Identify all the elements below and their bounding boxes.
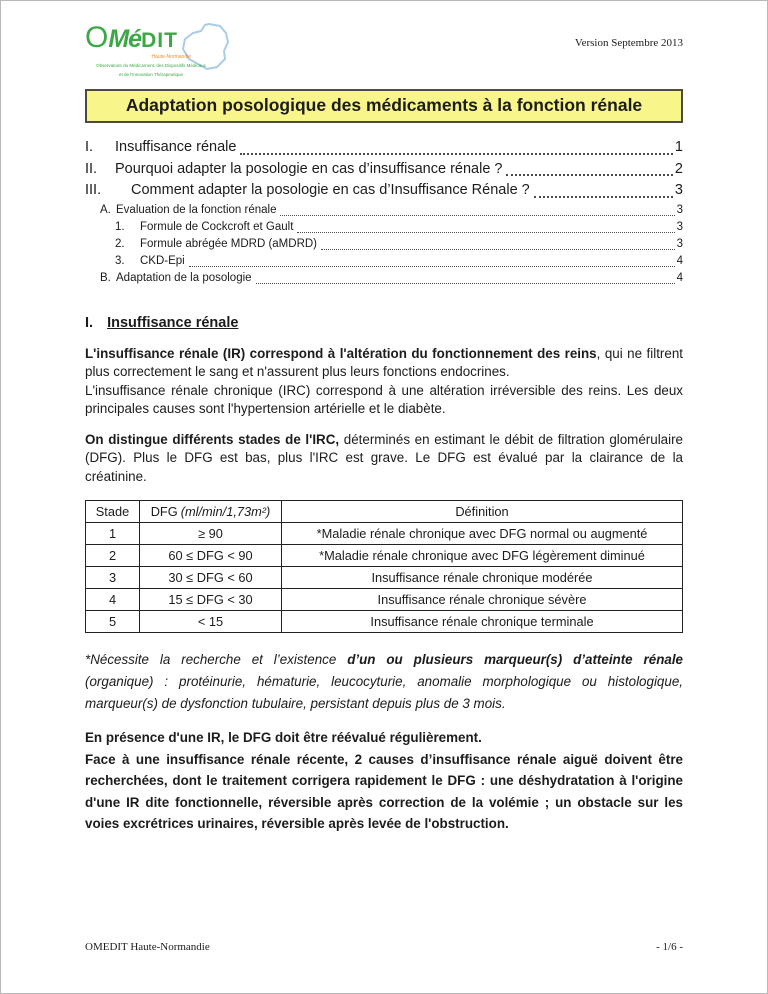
toc-label: Formule de Cockcroft et Gault <box>140 220 294 233</box>
cell-definition: Insuffisance rénale chronique sévère <box>282 589 683 611</box>
toc-entry-evaluation-fonction-renale[interactable] <box>85 202 683 219</box>
cell-dfg: 60 ≤ DFG < 90 <box>140 545 282 567</box>
toc-number: III. <box>85 182 102 198</box>
stades-irc-table <box>85 500 683 633</box>
logo-subtitle-line2: et de l'Innovation Thérapeutique <box>118 71 184 77</box>
toc-dotted-leader <box>256 283 675 284</box>
toc-page-number: 4 <box>676 254 683 267</box>
cell-stade: 2 <box>86 545 140 567</box>
toc-label: Insuffisance rénale <box>115 139 237 155</box>
toc-entry-pourquoi-adapter[interactable] <box>85 159 683 181</box>
page-footer <box>85 941 683 953</box>
toc-label: Adaptation de la posologie <box>116 271 252 284</box>
toc-dotted-leader <box>506 174 672 176</box>
column-header-definition: Définition <box>282 501 683 523</box>
omedit-logo <box>85 23 217 75</box>
toc-label: Evaluation de la fonction rénale <box>116 203 277 216</box>
document-title-banner: Adaptation posologique des médicaments à la fonction rénale <box>85 89 683 123</box>
toc-number: A. <box>100 203 111 216</box>
footnote-text-run: *Nécessite la recherche et l’existence <box>85 652 348 667</box>
version-label: Version Septembre 2013 <box>574 37 683 49</box>
cell-dfg: < 15 <box>140 611 282 633</box>
toc-page-number: 1 <box>674 139 683 155</box>
toc-page-number: 2 <box>674 160 683 177</box>
cell-stade: 4 <box>86 589 140 611</box>
paragraph-stades-irc <box>85 431 683 487</box>
paragraph-bold-run: L'insuffisance rénale (IR) correspond à l'altération du fonctionnement des reins <box>85 345 597 361</box>
logo-region-label: Haute-Normandie <box>151 54 191 60</box>
logo-wordmark <box>85 23 217 58</box>
toc-page-number: 3 <box>676 220 683 233</box>
toc-page-number: 3 <box>676 203 683 216</box>
paragraph-ir-aigue-causes: Face à une insuffisance rénale récente, 2 causes d’insuffisance rénale aiguë doivent être recherchées, dont le traitement corrigera rapidement le DFG : une déshydratation à l'origine d'une IR dite fonctionnelle, réversible après correction de la volémie ; un obstacle sur les voies excrétrices urinaires, réversible après levée de l'obstruction. <box>85 751 683 831</box>
toc-dotted-leader <box>280 215 674 216</box>
dfg-label: DFG <box>150 504 178 519</box>
toc-number: II. <box>85 160 98 177</box>
toc-number: I. <box>85 139 94 155</box>
toc-entry-amdrd[interactable] <box>85 236 683 253</box>
cell-dfg: 15 ≤ DFG < 30 <box>140 589 282 611</box>
toc-entry-ckd-epi[interactable] <box>85 253 683 270</box>
toc-label: Pourquoi adapter la posologie en cas d’insuffisance rénale ? <box>115 160 503 177</box>
toc-label: Comment adapter la posologie en cas d’Insuffisance Rénale ? <box>131 182 530 198</box>
footer-organization: OMEDIT Haute-Normandie <box>85 941 210 953</box>
cell-stade: 5 <box>86 611 140 633</box>
table-of-contents <box>85 137 683 287</box>
cell-definition: *Maladie rénale chronique avec DFG normal ou augmenté <box>282 523 683 545</box>
cell-stade: 3 <box>86 567 140 589</box>
footnote-bold-run: d’un ou plusieurs marqueur(s) d’atteinte rénale <box>347 652 683 667</box>
table-row <box>86 611 683 633</box>
logo-letters-dit: DIT <box>141 29 178 52</box>
table-header-row <box>86 501 683 523</box>
logo-letter-o: O <box>85 21 109 54</box>
toc-entry-adaptation-posologie[interactable] <box>85 270 683 287</box>
toc-page-number: 4 <box>676 271 683 284</box>
toc-number: 2. <box>115 237 125 250</box>
column-header-dfg <box>140 501 282 523</box>
toc-dotted-leader <box>297 232 674 233</box>
paragraph-text-run: , qui ne filtrent plus correctement le sang et n'assurent plus leurs fonctions endocrines. <box>85 345 683 379</box>
table-row <box>86 523 683 545</box>
toc-entry-cockcroft-gault[interactable] <box>85 219 683 236</box>
toc-entry-comment-adapter[interactable] <box>85 180 683 202</box>
cell-stade: 1 <box>86 523 140 545</box>
toc-number: B. <box>100 271 111 284</box>
toc-dotted-leader <box>189 266 675 267</box>
cell-dfg: 30 ≤ DFG < 60 <box>140 567 282 589</box>
toc-label: Formule abrégée MDRD (aMDRD) <box>140 237 318 250</box>
section-heading-insuffisance-renale <box>85 315 683 331</box>
toc-page-number: 3 <box>674 182 683 198</box>
toc-entry-insuffisance-renale[interactable] <box>85 137 683 159</box>
paragraph-text-run: déterminés en estimant le débit de filtration glomérulaire (DFG). Plus le DFG est bas, plus l'IRC est grave. Le DFG est évalué par la clairance de la créatinine. <box>85 431 683 484</box>
section-title: Insuffisance rénale <box>107 314 239 331</box>
toc-label: CKD-Epi <box>140 254 185 267</box>
table-row <box>86 567 683 589</box>
toc-dotted-leader <box>534 196 673 198</box>
cell-definition: Insuffisance rénale chronique terminale <box>282 611 683 633</box>
toc-dotted-leader <box>321 249 675 250</box>
paragraph-bold-run: On distingue différents stades de l'IRC, <box>85 431 340 447</box>
dfg-unit: (ml/min/1,73m²) <box>180 504 271 519</box>
logo-subtitle-line1: Observatoire du Médicament, des Dispositifs Médicaux <box>96 63 206 68</box>
paragraph-ir-definition <box>85 345 683 382</box>
footer-page-number: - 1/6 - <box>656 941 683 953</box>
cell-dfg: ≥ 90 <box>140 523 282 545</box>
column-header-stade: Stade <box>86 501 140 523</box>
cell-definition: *Maladie rénale chronique avec DFG légèrement diminué <box>282 545 683 567</box>
paragraph-irc-definition: L'insuffisance rénale chronique (IRC) correspond à une altération irréversible des reins. Les deux principales causes sont l'hypertension artérielle et le diabète. <box>85 382 683 416</box>
cell-definition: Insuffisance rénale chronique modérée <box>282 567 683 589</box>
toc-page-number: 3 <box>676 237 683 250</box>
footnote-text-run: (organique) : protéinurie, hématurie, leucocyturie, anomalie morphologique ou histologique, marqueur(s) de dysfonction tubulaire, persistant depuis plus de 3 mois. <box>85 674 683 711</box>
toc-number: 1. <box>115 220 125 233</box>
section-number: I. <box>85 314 94 331</box>
toc-dotted-leader <box>240 153 672 155</box>
page-header <box>1 1 767 79</box>
footnote-marqueurs <box>85 649 683 715</box>
toc-number: 3. <box>115 254 125 267</box>
logo-letters-me: Mé <box>108 25 142 53</box>
table-row <box>86 545 683 567</box>
paragraph-dfg-reevaluation: En présence d'une IR, le DFG doit être réévalué régulièrement. <box>85 730 482 745</box>
table-row <box>86 589 683 611</box>
